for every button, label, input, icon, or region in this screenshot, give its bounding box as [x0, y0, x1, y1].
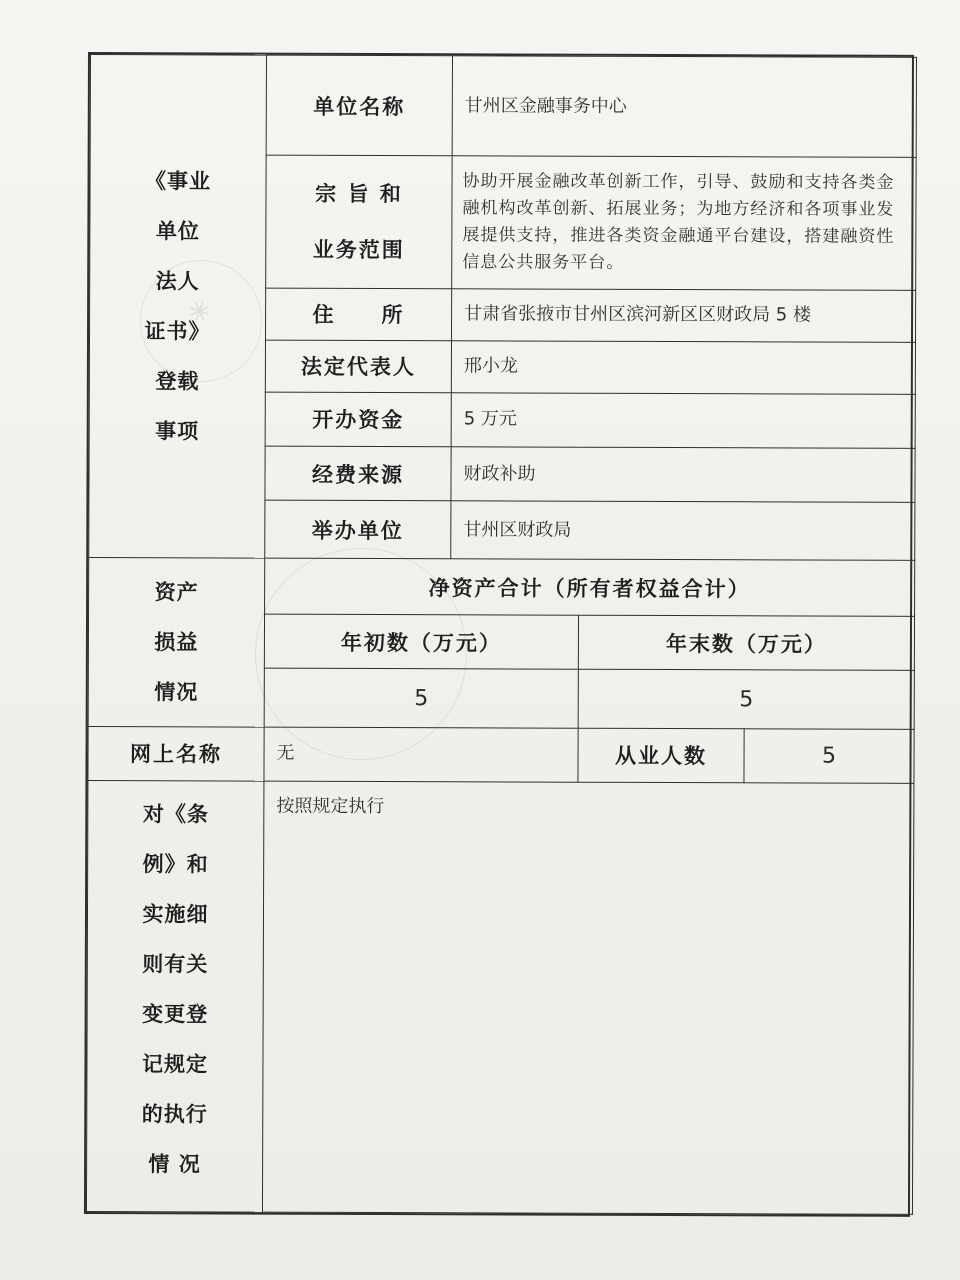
table-row	[89, 558, 915, 617]
asset-section-heading: 资产 损益 情况	[88, 558, 265, 727]
funding-source-value: 财政补助	[451, 447, 915, 503]
unit-name-value: 甘州区金融事务中心	[452, 56, 916, 158]
table-row	[86, 780, 914, 1214]
ending-value-label: 年末数（万元）	[578, 616, 914, 671]
compliance-value: 按照规定执行	[262, 781, 914, 1215]
registration-form	[84, 52, 914, 1217]
compliance-section-heading: 对《条 例》和 实施细 则有关 变更登 记规定 的执行 情 况	[86, 780, 264, 1212]
legal-representative-value: 邢小龙	[451, 340, 915, 394]
table-row	[90, 55, 916, 158]
registration-section-heading: 《事业 单位 法人 证书》 登载 事项	[89, 55, 267, 559]
beginning-value: 5	[264, 669, 578, 728]
faded-stamp-mark: ✳	[182, 291, 218, 332]
legal-representative-label: 法定代表人	[265, 340, 451, 393]
address-value: 甘肃省张掖市甘州区滨河新区区财政局 5 楼	[451, 288, 915, 342]
employee-count-value: 5	[744, 728, 914, 783]
ending-value: 5	[578, 670, 914, 729]
funding-source-label: 经费来源	[265, 446, 451, 501]
online-name-value: 无	[264, 727, 578, 782]
online-name-label: 网上名称	[88, 726, 264, 781]
business-scope-label: 宗 旨 和 业务范围	[266, 155, 452, 288]
sponsor-unit-value: 甘州区财政局	[451, 501, 915, 561]
net-asset-title: 净资产合计（所有者权益合计）	[265, 558, 915, 616]
sponsor-unit-label: 举办单位	[265, 500, 451, 559]
start-capital-value: 5 万元	[451, 393, 915, 449]
address-label: 住 所	[265, 288, 451, 341]
unit-name-label: 单位名称	[266, 55, 452, 156]
beginning-value-label: 年初数（万元）	[264, 614, 578, 669]
table-row	[88, 726, 914, 783]
start-capital-label: 开办资金	[265, 392, 451, 447]
employee-count-label: 从业人数	[578, 728, 744, 783]
registration-table	[86, 54, 917, 1215]
business-scope-value: 协助开展金融改革创新工作，引导、鼓励和支持各类金融机构改革创新、拓展业务；为地方经济和各项事业发展提供支持，推进各类资金融通平台建设，搭建融资性信息公共服务平台。	[452, 156, 916, 290]
